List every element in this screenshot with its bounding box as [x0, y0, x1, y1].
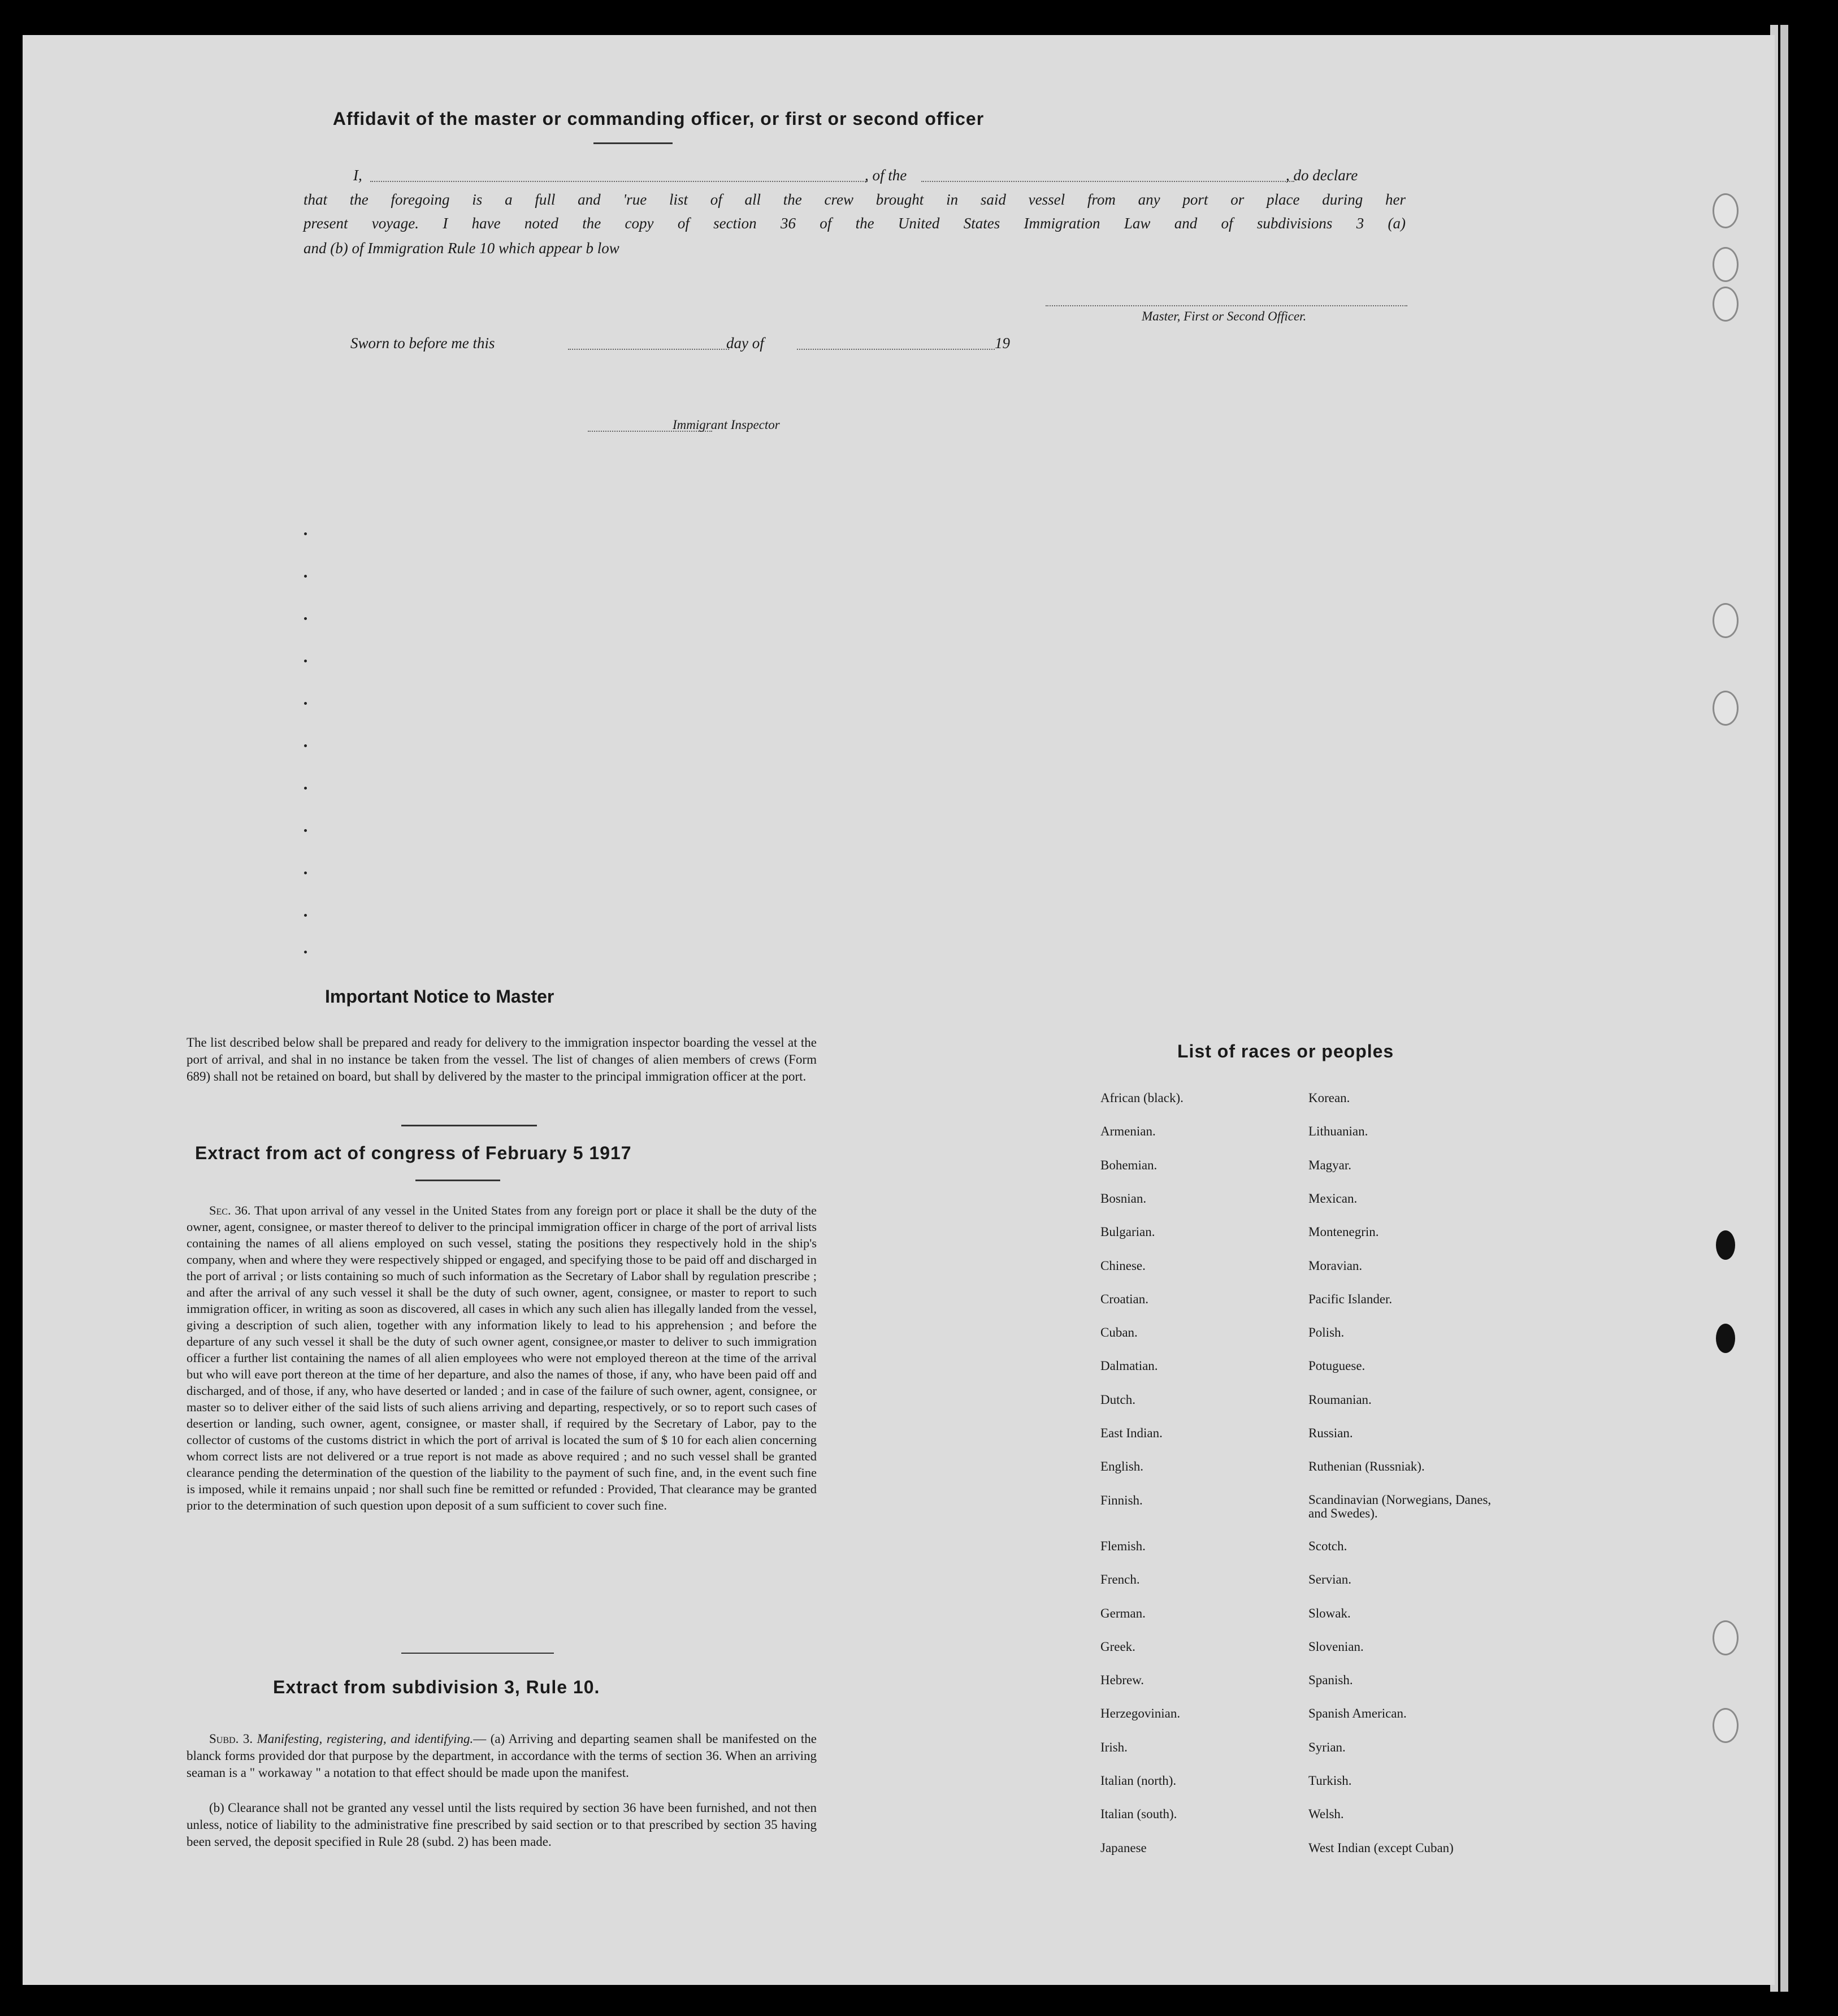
extract-act-title: Extract from act of congress of February 5 1917 — [195, 1143, 632, 1163]
race-item: English. — [1100, 1459, 1144, 1474]
race-item: Servian. — [1308, 1572, 1352, 1587]
affidavit-line-3: present voyage. I have noted the copy of section 36 of the United States Immigration Law and of subdivisions 3 (a) — [304, 215, 1406, 232]
race-item: West Indian (except Cuban) — [1308, 1840, 1454, 1855]
race-item: Bosnian. — [1100, 1191, 1147, 1206]
binder-hole-icon — [1713, 1708, 1739, 1743]
race-item: Irish. — [1100, 1740, 1128, 1754]
binder-hole-icon — [1716, 1230, 1735, 1260]
race-item: Bulgarian. — [1100, 1225, 1155, 1239]
race-item: Lithuanian. — [1308, 1124, 1368, 1139]
race-item: Roumanian. — [1308, 1392, 1372, 1407]
notice-text: The list described below shall be prepared and ready for delivery to the immigration inspector boarding the vessel at the port of arrival, and shal in no instance be taken from the vessel. The list of changes of alien members of crews (Form 689) shall not be retained on board, but shall by delivered by the master to the principal immigration officer at the port. — [187, 1035, 817, 1083]
section-36-text: That upon arrival of any vessel in the United States from any foreign port or place it shall be the duty of the owner, agent, consignee, or master thereof to deliver to the principal immigration officer in charge of the port of arrival lists containing the names of all aliens employed on such vessel, stating the positions they respectively hold in the ship's company, when and where they were respectively shipped or engaged, and specifying those to be paid off and discharged in the port of arrival ; or lists containing so much of such information as the Secretary of Labor shall by regulation prescribe ; and after the arrival of any such vessel it shall be the duty of such owner, agent, consignee, or master to report to such immigration officer, in writing as soon as discovered, all cases in which any such alien has illegally landed from the vessel, giving a description of such alien, together with any information likely to lead to his apprehension ; and before the departure of any such vessel it shall be the duty of such owner agent, consignee,or master to deliver to such immigration officer a further list containing the names of all alien employees who were not employed thereon at the time of the arrival but who will eave port thereon at the time of her departure, and also the names of those, if any, who have been paid off and discharged, and of those, if any, who have deserted or landed ; and in case of the failure of such owner, agent, consignee, or master so to deliver either of the said lists of such aliens arriving and departing, respectively, or so to report such cases of desertion or landing, such owner, agent, consignee, or master shall, if required by the Secretary of Labor, pay to the collector of customs of the customs district in which the port of arrival is located the sum of $ 10 for each alien concerning whom correct lists are not delivered or a true report is not made as above required ; and no such vessel shall be granted clearance pending the determination of the question of the liability to the payment of such fine, and, in the event such fine is imposed, while it remains unpaid ; nor shall such fine be remitted or refunded : Provided, That clearance may be granted prior to the determination of such question upon deposit of a sum sufficient to cover such fine. — [187, 1203, 817, 1512]
affidavit-i: I, — [353, 167, 362, 184]
margin-dot — [304, 951, 307, 953]
page-edge-right-2 — [1780, 25, 1788, 1992]
race-item: Greek. — [1100, 1639, 1135, 1654]
race-item: Italian (south). — [1100, 1807, 1177, 1822]
race-item: Syrian. — [1308, 1740, 1346, 1754]
race-item: Herzegovinian. — [1100, 1706, 1181, 1721]
binder-hole-icon — [1713, 603, 1739, 638]
race-item: Hebrew. — [1100, 1673, 1145, 1688]
affidavit-title: Affidavit of the master or commanding officer, or first or second officer — [332, 109, 985, 129]
margin-dot — [304, 575, 307, 578]
race-item: Cuban. — [1100, 1325, 1138, 1340]
race-item: Polish. — [1308, 1325, 1345, 1340]
sworn-day-field[interactable] — [568, 349, 729, 350]
race-item: Moravian. — [1308, 1258, 1363, 1273]
race-item: Croatian. — [1100, 1291, 1148, 1306]
race-item: Bohemian. — [1100, 1157, 1158, 1172]
binder-hole-icon — [1716, 1324, 1735, 1353]
extract-rule-title: Extract from subdivision 3, Rule 10. — [273, 1677, 600, 1697]
extract-rule-text-a — [187, 1731, 817, 1781]
subdivision-label: Subd. 3. — [209, 1732, 253, 1746]
form-sheet — [23, 35, 1775, 1985]
notice-rule — [401, 1125, 537, 1126]
binder-hole-icon — [1713, 287, 1739, 322]
race-item: Dutch. — [1100, 1392, 1135, 1407]
binder-hole-icon — [1713, 691, 1739, 726]
name-field[interactable] — [370, 181, 868, 182]
margin-dot — [304, 744, 307, 747]
race-item: Spanish. — [1308, 1673, 1353, 1688]
race-item: Magyar. — [1308, 1157, 1352, 1172]
notice-title: Important Notice to Master — [325, 986, 554, 1007]
race-item: Potuguese. — [1308, 1359, 1366, 1373]
extract-act-text — [187, 1202, 817, 1514]
extract-act-end-rule — [401, 1653, 554, 1654]
race-item: Pacific Islander. — [1308, 1291, 1393, 1306]
margin-dot — [304, 787, 307, 790]
margin-dot — [304, 829, 307, 832]
race-item: Mexican. — [1308, 1191, 1358, 1206]
race-item: Japanese — [1100, 1840, 1147, 1855]
margin-dot — [304, 914, 307, 917]
master-signature-field[interactable] — [1046, 305, 1407, 306]
race-item: French. — [1100, 1572, 1140, 1587]
race-item: East Indian. — [1100, 1426, 1163, 1440]
race-item: German. — [1100, 1606, 1146, 1620]
binder-hole-icon — [1713, 1620, 1739, 1655]
day-of-text: day of — [726, 335, 764, 352]
race-item: Scotch. — [1308, 1538, 1347, 1553]
margin-dot — [304, 532, 307, 535]
race-item: Ruthenian (Russniak). — [1308, 1459, 1425, 1474]
race-item: African (black). — [1100, 1091, 1184, 1105]
race-item: Armenian. — [1100, 1124, 1156, 1139]
races-title: List of races or peoples — [1177, 1041, 1394, 1061]
race-item: Turkish. — [1308, 1774, 1352, 1788]
margin-dot — [304, 872, 307, 874]
vessel-field[interactable] — [921, 181, 1294, 182]
race-item: Scandinavian (Norwegians, Danes, and Swedes). — [1308, 1492, 1492, 1520]
race-item: Korean. — [1308, 1091, 1350, 1105]
inspector-label: Immigrant Inspector — [673, 418, 780, 432]
affidavit-declare: , do declare — [1286, 167, 1358, 184]
binder-hole-icon — [1713, 247, 1739, 282]
binder-hole-icon — [1713, 193, 1739, 228]
section-label: Sec. 36. — [209, 1203, 251, 1217]
sworn-month-field[interactable] — [797, 349, 995, 350]
extract-act-rule — [415, 1180, 500, 1181]
sworn-text: Sworn to before me this — [350, 335, 495, 352]
affidavit-of-the: , of the — [865, 167, 907, 184]
race-item: Russian. — [1308, 1426, 1353, 1440]
race-item: Slovenian. — [1308, 1639, 1364, 1654]
race-item: Finnish. — [1100, 1493, 1143, 1507]
race-item: Montenegrin. — [1308, 1225, 1379, 1239]
affidavit-title-rule — [593, 142, 673, 144]
sworn-year: 19 — [995, 335, 1010, 352]
affidavit-line-4: and (b) of Immigration Rule 10 which appear b low — [304, 240, 619, 257]
margin-dot — [304, 702, 307, 705]
subdivision-heading: Manifesting, registering, and identifying. — [257, 1732, 474, 1746]
subdivision-text-a: — (a) Arriving and departing seamen shall be manifested on the blanck forms provided dor that purpose by the department, in accordance with the terms of section 36. When an arriving seaman is a " workaway " a notation to that effect should be made upon the manifest. — [187, 1732, 817, 1780]
race-item: Italian (north). — [1100, 1774, 1177, 1788]
margin-dot — [304, 617, 307, 620]
race-item: Dalmatian. — [1100, 1359, 1158, 1373]
race-item: Spanish American. — [1308, 1706, 1407, 1721]
race-item: Chinese. — [1100, 1258, 1146, 1273]
extract-rule-text-b: (b) Clearance shall not be granted any vessel until the lists required by section 36 have been furnished, and not then unless, notice of liability to the administrative fine prescribed by said section or to that prescribed by section 35 having been served, the deposit specified in Rule 28 (subd. 2) has been made. — [187, 1801, 817, 1849]
margin-dot — [304, 660, 307, 662]
master-signature-label: Master, First or Second Officer. — [1142, 309, 1307, 323]
race-item: Slowak. — [1308, 1606, 1351, 1620]
race-item: Welsh. — [1308, 1807, 1344, 1822]
race-item: Flemish. — [1100, 1538, 1146, 1553]
affidavit-line-2: that the foregoing is a full and 'rue list of all the crew brought in said vessel from any port or place during her — [304, 191, 1406, 208]
